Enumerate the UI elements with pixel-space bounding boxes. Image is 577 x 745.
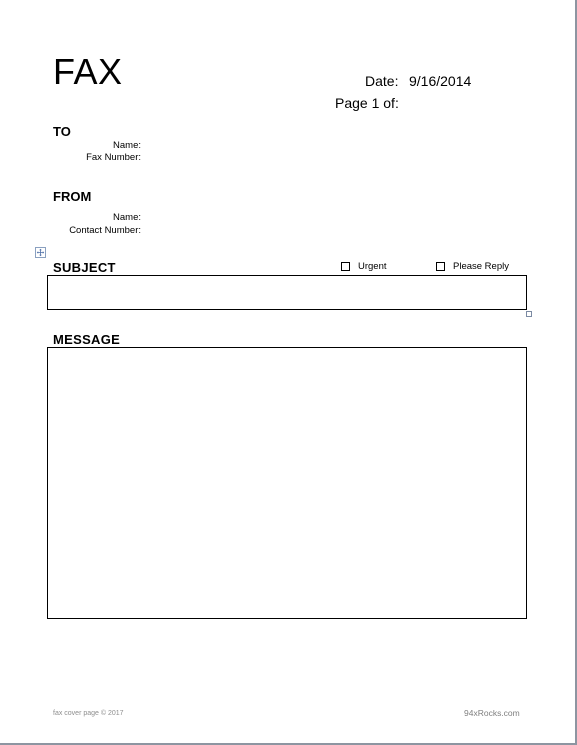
message-field[interactable] [47,347,527,619]
please-reply-option[interactable] [436,260,509,272]
date-value[interactable]: 9/16/2014 [409,73,472,89]
move-icon[interactable] [35,247,46,258]
subject-field[interactable] [47,275,527,310]
message-heading: MESSAGE [53,332,121,347]
to-fax-number-label: Fax Number: [86,152,141,163]
from-heading: FROM [53,189,92,204]
urgent-label: Urgent [358,260,387,272]
from-name-label: Name: [113,212,141,223]
to-heading: TO [53,124,71,139]
fax-title: FAX [53,51,123,92]
page-count-label[interactable]: Page 1 of: [335,95,399,111]
please-reply-label: Please Reply [453,260,509,272]
urgent-checkbox-icon[interactable] [341,262,350,271]
footer-copyright: fax cover page © 2017 [53,710,124,717]
move-arrows-icon [36,248,45,257]
to-name-label: Name: [113,140,141,151]
urgent-option[interactable] [341,260,387,272]
resize-handle-icon[interactable] [526,311,532,317]
from-contact-number-label: Contact Number: [69,225,141,236]
date-label: Date: [365,73,399,89]
footer-website: 94xRocks.com [464,708,520,718]
please-reply-checkbox-icon[interactable] [436,262,445,271]
subject-heading: SUBJECT [53,260,116,275]
